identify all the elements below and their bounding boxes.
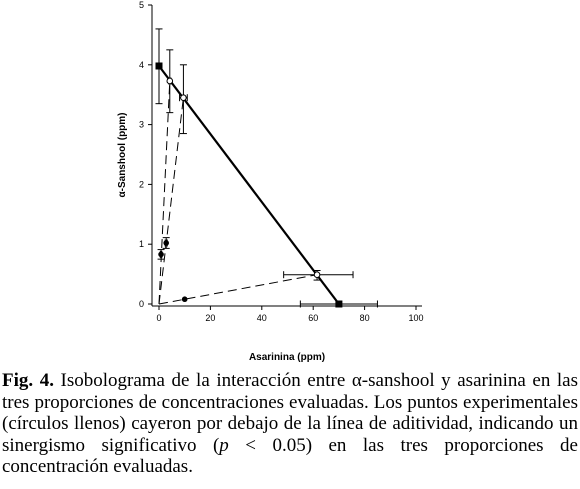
additivity-line [159,66,339,304]
caption-text-1: Isobolograma de la interacción entre α-sanshool y asarinina en las tres proporciones de concentraciones evaluadas. Los puntos experimentales (círculos llenos) cayeron por debajo de la línea de aditividad, indicando un sinergismo significativo ( [2,370,578,456]
y-ticks [139,0,152,309]
data-point-open-circle [167,78,173,84]
y-tick-label: 5 [138,0,144,10]
y-tick-label: 4 [138,59,144,70]
data-point-open-circle [181,95,187,101]
x-tick-label: 60 [308,313,319,323]
x-tick-label: 20 [205,313,216,323]
dashed-ray-line [159,81,170,304]
dashed-ray-line [159,98,183,304]
x-tick-label: 40 [256,313,267,323]
p-symbol: p [219,434,229,456]
x-axis-title: Asarinina (ppm) [248,352,326,363]
data-point-square [156,62,163,69]
data-point-filled-circle [158,252,164,258]
caption-text-2: < 0.05) en las tres proporciones de concentración evaluadas. [2,434,578,477]
x-tick-label: 100 [408,313,424,323]
figure-caption [2,370,578,478]
y-axis-title: α-Sanshool (ppm) [117,112,128,198]
axes [152,5,422,306]
figure-label: Fig. 4. [2,370,54,391]
x-tick-label: 80 [359,313,370,323]
data-point-filled-circle [182,296,188,302]
plot-area [156,29,378,308]
y-tick-label: 3 [138,119,144,130]
y-tick-label: 2 [138,179,144,190]
x-tick-label: 0 [156,313,162,323]
x-ticks [156,306,423,323]
data-point-filled-circle [163,240,169,246]
data-point-open-circle [314,272,320,278]
data-point-square [335,301,342,308]
y-tick-label: 0 [138,299,144,309]
y-tick-label: 1 [138,239,144,250]
